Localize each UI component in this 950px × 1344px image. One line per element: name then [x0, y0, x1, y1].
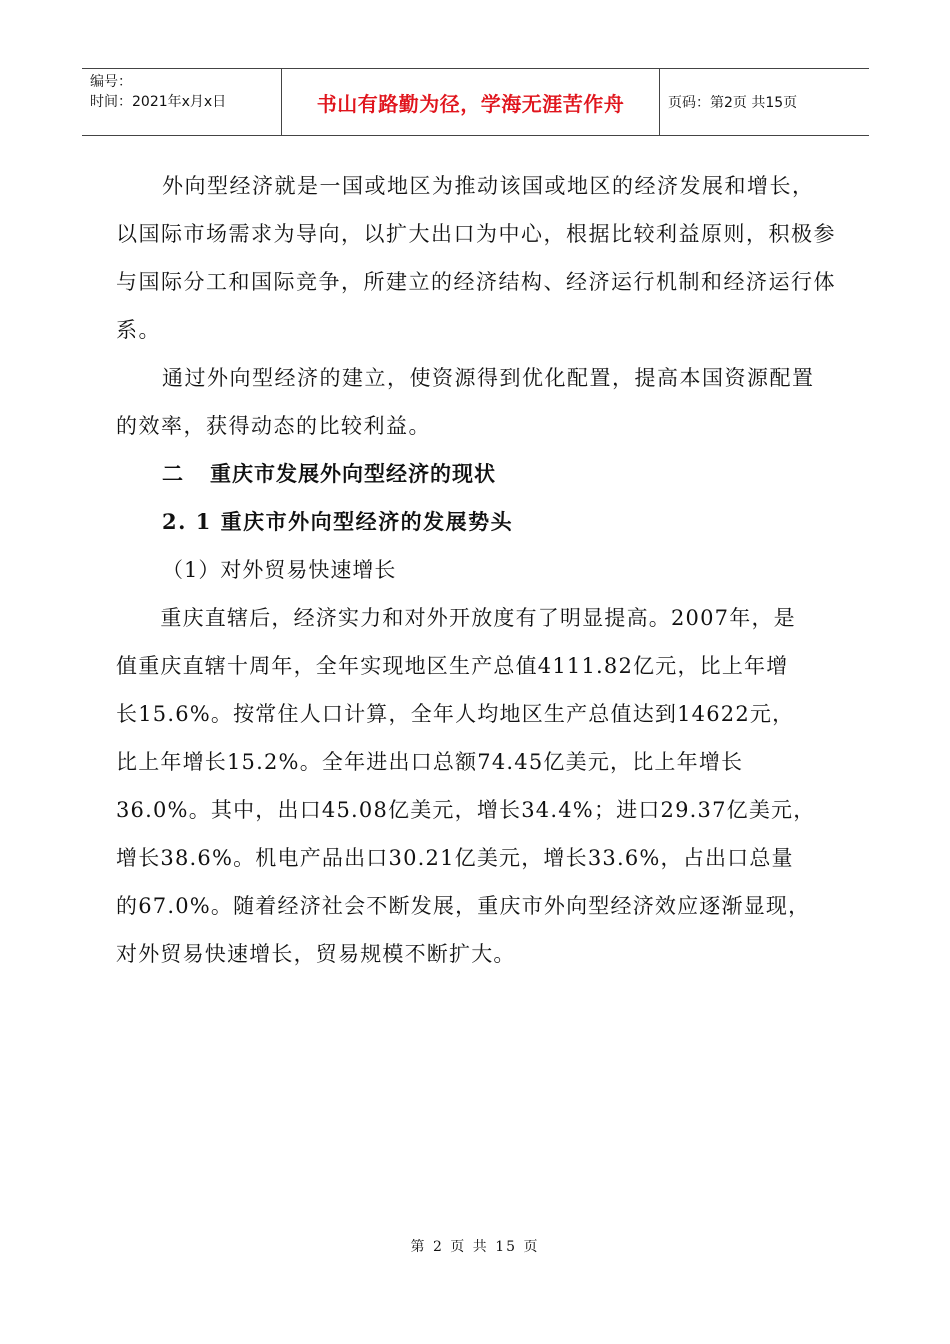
body-line: 对外贸易快速增长，贸易规模不断扩大。: [116, 942, 516, 966]
section-heading: [116, 450, 836, 498]
paragraph-benefit: 通过外向型经济的建立，使资源得到优化配置，提高本国资源配置的效率，获得动态的比较利益。: [116, 366, 815, 438]
page-footer: 第 2 页 共 15 页: [410, 1239, 540, 1255]
body-line: 增长38.6%。机电产品出口30.21亿美元，增长33.6%，占出口总量: [116, 846, 794, 870]
body-line: 值重庆直辖十周年，全年实现地区生产总值4111.82亿元，比上年增: [116, 654, 789, 678]
section-title: 重庆市发展外向型经济的现状: [210, 462, 496, 486]
body-line: 36.0%。其中，出口45.08亿美元，增长34.4%；进口29.37亿美元，: [116, 798, 816, 822]
document-time-label: 时间：2021年x月x日: [90, 94, 227, 110]
document-number-label: 编号：: [90, 74, 132, 90]
header-motto: 书山有路勤为径，学海无涯苦作舟: [282, 69, 660, 135]
section-number: 二: [162, 462, 184, 486]
header-meta: [82, 69, 282, 135]
body-line: 比上年增长15.2%。全年进出口总额74.45亿美元，比上年增长: [116, 750, 744, 774]
paragraph-definition: 外向型经济就是一国或地区为推动该国或地区的经济发展和增长，以国际市场需求为导向，以扩大出口为中心，根据比较利益原则，积极参与国际分工和国际竞争，所建立的经济结构、经济运行机制和经济运行体系。: [116, 174, 836, 342]
body-line: 长15.6%。按常住人口计算，全年人均地区生产总值达到14622元，: [116, 702, 795, 726]
subsection-heading: 2. 1 重庆市外向型经济的发展势头: [162, 509, 514, 534]
header-page-info: 页码：第2页 共15页: [668, 95, 798, 111]
item-heading: （1）对外贸易快速增长: [162, 558, 397, 582]
document-body: [116, 162, 836, 978]
body-line: 重庆直辖后，经济实力和对外开放度有了明显提高。2007年，是: [116, 606, 796, 630]
page-header: [82, 68, 869, 136]
body-line: 的67.0%。随着经济社会不断发展，重庆市外向型经济效应逐渐显现，: [116, 894, 811, 918]
